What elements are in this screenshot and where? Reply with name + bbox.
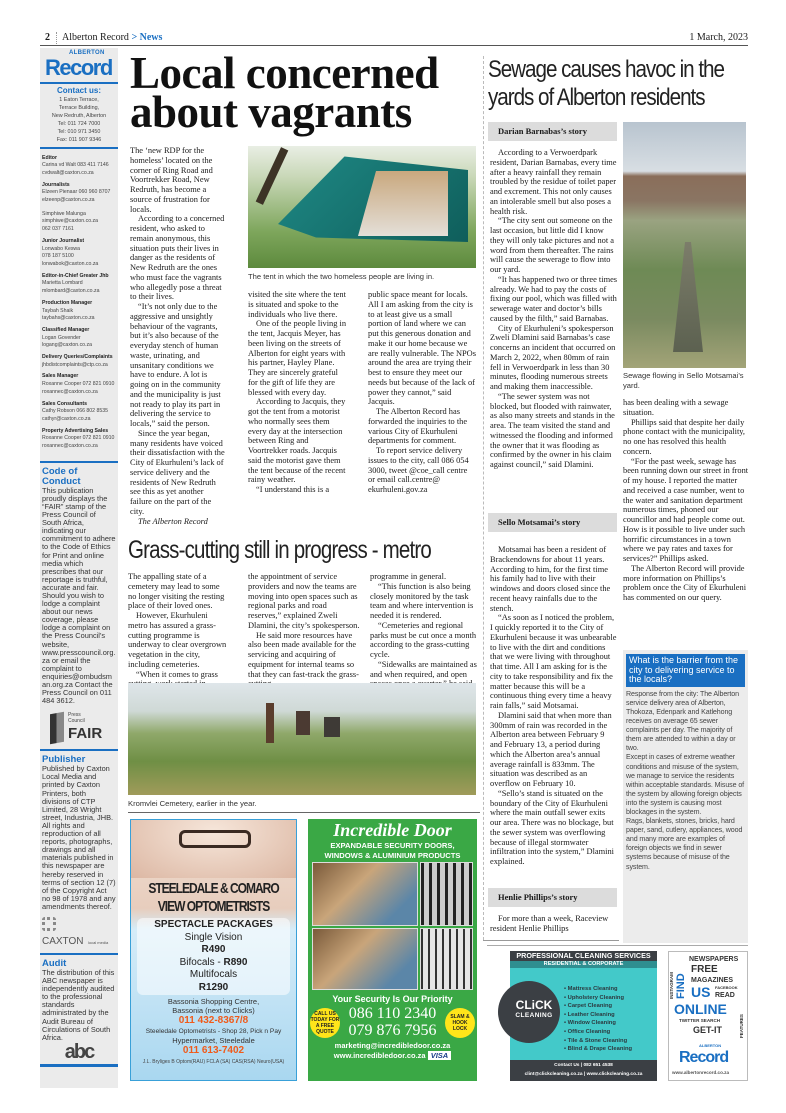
paragraph: According to Jacquis, they got the tent from a motorist who normally sees them every day at the intersection between Ring and Voortrekker roads. Jacquis said the motorist gave them the tent because of the recent rainy weather. (248, 397, 346, 485)
paragraph: public space meant for locals. All I am asking from the city is to at least give us a small portion of land where we can put this generous donation and make it our home because we are really vulnerable. The NPOs around the area are trying their best to ensure they meet our needs but because of the lack of power they cannot,” said Jacquis. (368, 290, 476, 407)
city-response-question: What is the barrier from the city to delivering service to the locals? (626, 654, 745, 687)
staff-group (42, 300, 116, 323)
product-photo (420, 928, 473, 990)
word-newspapers: NEWSPAPERS (689, 956, 739, 963)
incredible-door-ad[interactable] (308, 819, 477, 1081)
service-item-list (564, 985, 632, 1054)
service-item: • Blind & Drape Cleaning (564, 1046, 633, 1053)
word-twitter-search: TWITTER SEARCH (679, 1018, 721, 1023)
address-line: Bassonia Shopping Centre, (167, 997, 260, 1006)
staff-detail: Roxanne Cooper 072 821 0910 (42, 381, 115, 388)
publisher-title: Publisher (42, 754, 86, 766)
abc-logo: abc (64, 1040, 94, 1063)
door-tagline-1: EXPANDABLE SECURITY DOORS, (330, 841, 455, 850)
city-response-paragraph-list (623, 690, 748, 872)
staff-detail: Lonwabo Keswa (42, 245, 81, 252)
staff-detail: jhbdistcomplaints@ctp.co.za (42, 361, 108, 368)
product-photo (312, 862, 418, 926)
publisher-text: Published by Caxton Local Media and printed by Caxton Printers, both divisions of CTP Limited, 28 Wright street, Industria, JHB. All rights and reproduction of all reports, photographs, drawings and all materials published in this newspaper are hereby reserved in terms of section 12 (7) of the Copyright Act no 98 of 1978 and any amendments thereof. (42, 764, 116, 911)
staff-detail: logang@caxton.co.za (42, 342, 92, 349)
paragraph: “As soon as I noticed the problem, I quickly reported it to the City of Ekurhuleni because it was unbearable to live with the dirt and conditions that we were living with throughout that time. All I am asking for is the city to take responsibility and fix the matter because this will be a continuous thing every time a heavy rain falls,” said Motsamai. (490, 613, 617, 710)
staff-detail: taybahs@caxton.co.za (42, 315, 95, 322)
caxton-logo-small: local media (87, 939, 109, 945)
phone-bassonia[interactable]: 011 432-8367/8 (178, 1015, 249, 1026)
phillips-story-text (490, 914, 618, 936)
divider (40, 82, 118, 84)
opto-footer: J.L. Bryliges B Optom(RAU) FCLA (SA) CAS(RSA) Neuro(USA) (142, 1059, 285, 1065)
logo-big-text: Record (45, 55, 112, 80)
breadcrumb: Alberton Record > News (62, 32, 163, 43)
paper-name: Alberton Record (62, 32, 129, 43)
multifocals-price: R1290 (198, 981, 229, 993)
paragraph: City of Ekurhuleni’s spokesperson Zweli Dlamini said Barnabas’s case concerns an incident that occurred on March 2, 2022, when 80mm of rain fell in Verwoerdpark in less than 30 minutes, flooding numerous streets and making them inaccessible. (490, 323, 616, 391)
tombstone (266, 703, 274, 743)
paragraph: Motsamai has been a resident of Brackendowns for about 11 years. According to him, for the first time his family had to live with their windows and doors closed since the recent heavy rainfalls due to the stench. (490, 545, 611, 613)
contact-line: Tel: 010 971 3450 (57, 129, 101, 136)
staff-group (42, 182, 116, 234)
paragraph: has been dealing with a sewage situation. (623, 398, 729, 417)
visa-card-icon: VISA (428, 1051, 452, 1060)
call-badge: CALL US TODAY FOR A FREE QUOTE (310, 1008, 340, 1038)
paragraph: He said more resources have also been made available for the servicing and acquiring of equipment for internal teams so that they can fast-track the grass- (248, 630, 359, 679)
staff-group (42, 373, 116, 396)
caxton-logo-text: CAXTON (42, 935, 84, 947)
paragraph: Phillips said that despite her daily phone contact with the municipality, no one has resolved this health concern. (623, 417, 746, 456)
sewage-photo (623, 122, 746, 368)
divider (40, 147, 118, 149)
contact-title: Contact us: (57, 86, 101, 95)
fair-logo-small: Press Council (68, 712, 85, 724)
paragraph: “I understand this is a (256, 485, 330, 494)
paragraph: Since the year began, many residents have voiced their dissatisfaction with the City of Ekurhuleni’s lack of service delivery and the residents of New Redruth see this as yet another failure on the part of the city. (130, 428, 225, 516)
door-phone-2[interactable]: 079 876 7956 (348, 1022, 437, 1039)
product-photo (420, 862, 473, 926)
headline-grass-cutting: Grass-cutting still in progress - metro (128, 536, 431, 564)
phillips-story-continued (623, 398, 749, 640)
optometrist-ad[interactable] (130, 819, 297, 1081)
slam-lock-badge: SLAM & HOOK LOCK (445, 1008, 475, 1038)
door-email[interactable]: marketing@incredibledoor.co.za (334, 1041, 451, 1050)
cemetery-photo (128, 683, 476, 795)
opto-title-1: STEELEDALE & COMARO (148, 879, 279, 897)
headline-sewage: Sewage causes havoc in the yards of Alberton residents (488, 56, 724, 111)
word-free: FREE (691, 964, 718, 975)
staff-group (42, 238, 116, 269)
bifocals-price: R890 (223, 956, 248, 968)
paragraph: According to a concerned resident, who asked to remain anonymous, this situation puts their lives in danger as the residents of New Redruth are the ones who must face the vagrants who allegedly pose a threat to their lives. (130, 214, 225, 302)
audit-text: The distribution of this ABC newspaper is independently audited to the professional standards administrated by the Audit Bureau of Circulations of South Africa. (42, 967, 115, 1042)
audit-title: Audit (42, 957, 67, 969)
staff-group (42, 327, 116, 350)
model-photo (131, 820, 296, 878)
clean-phone[interactable]: Contact Us | 082 651 4538 (554, 1063, 613, 1068)
multifocals: Multifocals (189, 969, 238, 980)
tent-photo (248, 146, 476, 268)
staff-detail: roxannec@caxton.co.za (42, 388, 98, 395)
divider (56, 32, 57, 44)
staff-group (42, 354, 116, 369)
story-heading-phillips: Henlie Phillips’s story (488, 888, 617, 907)
click-logo-sub: CLEANING (515, 1012, 553, 1019)
spectacle-packages (137, 918, 290, 995)
find-us-online-ad[interactable] (668, 951, 748, 1081)
divider (487, 945, 748, 946)
word-instagram: INSTAGRAM (669, 972, 674, 999)
sewage-stream (673, 242, 703, 352)
masthead-sidebar (40, 48, 118, 1088)
staff-role: Sales Consultants (42, 400, 87, 407)
staff-detail: 062 037 7161 (42, 226, 74, 233)
fair-logo-icon (50, 712, 64, 744)
paragraph: the appointment of service providers and now the teams are moving into open spaces such as regional parks and road reserves,” explained Zweli Dlamini, the city’s spokesperson. (248, 572, 360, 630)
address-line: Bassonia (next to Clicks) (172, 1006, 255, 1015)
find-logo-big: Record (679, 1049, 729, 1066)
grass-column-2 (248, 572, 360, 679)
paragraph: One of the people living in the tent, Jacquis Meyer, has been living on the streets of Alberton for eight years with his partner, Hayley Plane. They are sincerely grateful for the gift of life they are blessed with every day. (248, 319, 347, 397)
paragraph: The Alberton Record (138, 516, 208, 526)
staff-detail: cvdwalt@caxton.co.za (42, 169, 94, 176)
sewage-photo-caption: Sewage flowing in Sello Motsamai’s yard. (623, 371, 744, 390)
paragraph: “It’s not only due to the aggressive and unsightly behaviour of the vagrants, but it’s also because of the everyday stench of human waste, urinating, and unsanitary conditions we have to endure. A lot is going on in the community and the municipality is just not ready to play its part in delivering the service to locals,” said the person. (130, 302, 221, 428)
code-of-conduct-title: Code of Conduct (42, 465, 81, 487)
contact-line: 1 Eaton Terrace, (59, 97, 99, 103)
word-online: ONLINE (674, 1001, 727, 1017)
door-website[interactable]: www.incredibledoor.co.za (333, 1051, 426, 1060)
word-magazines: MAGAZINES (691, 977, 733, 984)
paragraph: “Sidewalks are maintained as and when required, and open (370, 659, 477, 679)
staff-detail: Roxanne Cooper 072 821 0910 (42, 435, 115, 442)
address-line: Steeledale Optometrists - Shop 28, Pick n Pay (145, 1028, 282, 1035)
paragraph: “For the past week, sewage has been running down our street in front of my house. I reported the matter and received a case number, went to the water and sanitation department numerous times, phoned our councillor and had people come out. How is it possible to live under such horrific circumstances in a town where we pay rates and taxes for services?” Phillips asked. (623, 456, 749, 563)
paragraph: “The city sent out someone on the last occasion, but little did I know they will only take pictures and not a word from them thereafter. The rains will cause the sewerage to flow into our yard. (490, 216, 614, 274)
staff-detail: Cathy Robson 066 802 8535 (42, 408, 109, 415)
paragraph: visited the site where the tent is situated and spoke to the individuals who live there. (248, 290, 346, 319)
opto-title-2: VIEW OPTOMETRISTS (157, 897, 270, 915)
bifocals: Bifocals - (179, 956, 224, 968)
paragraph: “The sewer system was not blocked, but flooded with rainwater, as also many streets and stands in the area. The team visited the stand and witnessed the flooding and informed the owner that it was flooding as confirmed by the owner in his claim against council,” said Dlamini. (490, 391, 615, 469)
page-header (40, 32, 748, 46)
vagrants-column-2 (248, 290, 348, 528)
staff-role: Editor (42, 154, 57, 161)
barnabas-story-text (490, 148, 618, 508)
glasses-icon (179, 830, 251, 848)
city-response-box (623, 650, 748, 943)
divider (128, 812, 480, 813)
paragraph: However, Ekurhuleni metro has assured a grass-cutting programme is underway to clear overgrown vegetation in the city, including cemeteries. (128, 611, 227, 669)
staff-detail: Simphiwe Malunga (42, 210, 86, 217)
paragraph: “This function is also being closely monitored by the task team and where intervention is needed it is rendered. (370, 581, 474, 620)
service-item: • Upholstery Cleaning (564, 994, 625, 1001)
cemetery-photo-caption: Kromvlei Cemetery, earlier in the year. (128, 799, 257, 808)
divider (40, 953, 118, 955)
paragraph: Dlamini said that when more than 300mm of rain was recorded in the Alberton area between February 9 and February 13, a period during which the Alberton area’s annual average rainfall is 833mm. The situation was described as an overflow on February 10. (490, 710, 612, 788)
staff-role: Production Manager (42, 299, 93, 306)
divider (40, 749, 118, 751)
divider (40, 461, 118, 463)
contact-line: New Redruth, Alberton (51, 113, 107, 120)
door-phone-row (308, 1005, 477, 1041)
contact-line: Tel: 011 724 7000 (57, 121, 101, 128)
caxton-icon (42, 917, 56, 931)
staff-detail: 078 187 5100 (42, 253, 74, 260)
tent-photo-caption: The tent in which the two homeless people are living in. (248, 272, 435, 281)
word-features: FEATURES (739, 1014, 744, 1038)
find-url[interactable]: www.albertonrecord.co.za (672, 1070, 730, 1075)
word-get-it: GET-IT (693, 1025, 722, 1035)
door-tagline-2: WINDOWS & ALUMINIUM PRODUCTS (324, 850, 461, 860)
product-photos (312, 862, 473, 990)
staff-role: Delivery Queries/Complaints (42, 354, 113, 361)
door-slogan: Your Security Is Our Priority (332, 994, 453, 1004)
city-response-paragraph: Except in cases of extreme weather conditions and misuse of the system, we manage to service the residents within acceptable standards. Misuse of the system by allowing foreign objects into the system is causing most blockages in the system. (626, 753, 745, 816)
paragraph: “When it comes to grass (136, 669, 218, 679)
door-web-row (308, 1051, 477, 1061)
word-find: FIND (675, 973, 687, 999)
click-logo-text: CLiCK (515, 998, 553, 1012)
city-response-paragraph: Rags, blankets, stones, bricks, hard paper, sand, cutlery, appliances, wood and many more are examples of foreign objects we find in sewer systems because of misuse of the system. (626, 817, 743, 871)
staff-role: Journalists (42, 181, 70, 188)
staff-role: Junior Journalist (42, 237, 85, 244)
clean-subtitle: RESIDENTIAL & CORPORATE (510, 961, 657, 968)
packages-title: SPECTACLE PACKAGES (154, 919, 273, 930)
city-response-paragraph: Response from the city: The Alberton service delivery area of Alberton, Thokoza, Edenpark and Katlehong receives on average 65 sewer complaints per day. The majority of them are attended to within a day or two. (626, 689, 739, 753)
staff-detail: elzeenp@caxton.co.za (42, 197, 95, 204)
staff-detail: Carina vd Walt 083 411 7146 (42, 162, 109, 169)
find-logo-small: ALBERTON (699, 1043, 722, 1048)
staff-list (40, 151, 118, 459)
word-read: READ (715, 992, 735, 999)
single-vision-price: R490 (201, 944, 226, 955)
fair-logo-big: FAIR (68, 725, 103, 743)
service-item: • Carpet Cleaning (564, 1003, 613, 1010)
staff-role: Sales Manager (42, 373, 79, 380)
section-name: News (139, 32, 163, 43)
page-number: 2 (45, 32, 50, 43)
single-vision: Single Vision (184, 931, 243, 943)
staff-detail: cathyr@caxton.co.za (42, 415, 91, 422)
word-us: US (691, 984, 711, 1000)
column-divider (483, 56, 484, 940)
tombstone (324, 717, 340, 737)
door-phone-1[interactable]: 086 110 2340 (348, 1005, 437, 1022)
paragraph: To report service delivery issues to the city, call 086 054 3000, tweet @coe_call centre or email call.centre@ ekurhuleni.gov.za (368, 446, 469, 494)
staff-detail: lonwabok@caxton.co.za (42, 261, 99, 267)
logo-small-text: ALBERTON (69, 50, 105, 56)
address-line: Hypermarket, Steeledale (172, 1036, 255, 1045)
contact-block (40, 86, 118, 145)
staff-detail: Marietta Lombard (42, 280, 83, 287)
divider (40, 1064, 118, 1067)
headline-vagrants: Local concerned about vagrants (130, 48, 439, 137)
staff-group (42, 155, 116, 178)
staff-role: Classified Manager (42, 326, 90, 333)
clean-contact (510, 1060, 657, 1081)
press-council-fair-logo (40, 711, 118, 747)
service-item: • Leather Cleaning (564, 1011, 615, 1018)
staff-group (42, 273, 116, 296)
contact-line-list (40, 96, 118, 145)
product-photo (312, 928, 418, 990)
paragraph: programme in general. (370, 572, 447, 581)
staff-detail: Logan Govender (42, 334, 81, 341)
paragraph: “Cemeteries and regional parks must be cut once a month according to the grass-cutting cycle. (370, 620, 477, 659)
motsamai-story-text (490, 545, 618, 883)
service-item: • Office Cleaning (564, 1028, 611, 1035)
grass-column-3 (370, 572, 478, 679)
door-brand: Incredible Door (333, 820, 452, 840)
vagrants-column-3 (368, 290, 476, 528)
issue-date: 1 March, 2023 (689, 32, 748, 43)
staff-role: Editor-in-Chief Greater Jhb (42, 272, 109, 279)
staff-group (42, 401, 116, 424)
click-logo (498, 981, 560, 1043)
paragraph: The Alberton Record has forwarded the inquiries to the various City of Ekurhuleni departments for comment. (368, 407, 468, 446)
caxton-logo (40, 911, 118, 951)
code-of-conduct-text: This publication proudly displays the “FAIR” stamp of the Press Council of South Africa, indicating our commitment to adhere to the Code of Ethics for Print and online media which prescribes that our reportage is truthful, accurate and fair. Should you wish to lodge a complaint about our news coverage, please lodge a complaint on the Press Council’s website, www.presscouncil.org.za or email the complaint to enquiries@ombudsman.org.za Contact the Press Council on 011 484 3612. (42, 485, 116, 706)
paragraph: For more than a week, Raceview resident Henlie Phillips (490, 914, 609, 933)
divider (483, 940, 619, 941)
paragraph: The ‘new RDP for the homeless’ located on the corner of Ring Road and Voortrekker Road, New Redruth, has become a source of frustration for locals. (130, 146, 213, 214)
clean-web[interactable]: clint@clickcleaning.co.za | www.clickcleaning.co.za (524, 1071, 643, 1077)
service-item: • Window Cleaning (564, 1020, 616, 1027)
grass-column-1 (128, 572, 228, 679)
paragraph: “It has happened two or three times already. We had to pay the costs of fixing our pool, which was filled with sewerage water and doctor’s bills caused by the filth,” said Barnabas. (490, 274, 618, 323)
paragraph: The Alberton Record will provide more information on Phillips’s problem once the City of Ekurhuleni has commented on our query. (623, 563, 747, 602)
story-heading-motsamai: Sello Motsamai’s story (488, 513, 617, 532)
service-item: • Tile & Stone Cleaning (564, 1037, 628, 1044)
paragraph: The appalling state of a cemetery may lead to some no longer visiting the resting place of their loved ones. (128, 572, 225, 611)
staff-group (42, 428, 116, 451)
word-facebook: FACEBOOK (715, 985, 738, 990)
staff-role: Property Advertising Sales (42, 427, 109, 434)
click-cleaning-ad[interactable] (510, 951, 657, 1081)
staff-detail: simphiwe@caxton.co.za (42, 218, 99, 225)
staff-detail: mlombard@caxton.co.za (42, 288, 100, 295)
tree-trunk (256, 147, 289, 205)
contact-line: Fax: 011 907 9346 (56, 137, 102, 144)
vagrants-column-1 (130, 146, 226, 528)
contact-line: Terrace Building, (58, 105, 100, 112)
clean-title: PROFESSIONAL CLEANING SERVICES (510, 951, 657, 961)
tombstone (296, 711, 310, 735)
staff-detail: Elzeen Pienaar 060 960 8707 (42, 189, 111, 196)
phone-steeledale[interactable]: 011 613-7402 (182, 1045, 245, 1056)
alberton-record-logo (43, 50, 115, 80)
service-item: • Mattress Cleaning (564, 986, 618, 992)
paragraph: According to a Verwoerdpark resident, Darian Barnabas, every time after a heavy rainfall they remain troubled by the residue of toilet paper and excrement. This not only causes an intolerable smell but also poses a health risk. (490, 148, 617, 216)
story-heading-barnabas: Darian Barnabas’s story (488, 122, 617, 141)
staff-detail: roxannec@caxton.co.za (42, 443, 98, 450)
staff-detail: Taybah Shaik (42, 307, 74, 314)
paragraph: “Sello’s stand is situated on the boundary of the City of Ekurhuleni where the main outfall sewer exits our area. There was no blockage, but the sewer system was overflowing because of illegal stormwater infiltration into the system,” Dlamini explained. (490, 788, 614, 866)
